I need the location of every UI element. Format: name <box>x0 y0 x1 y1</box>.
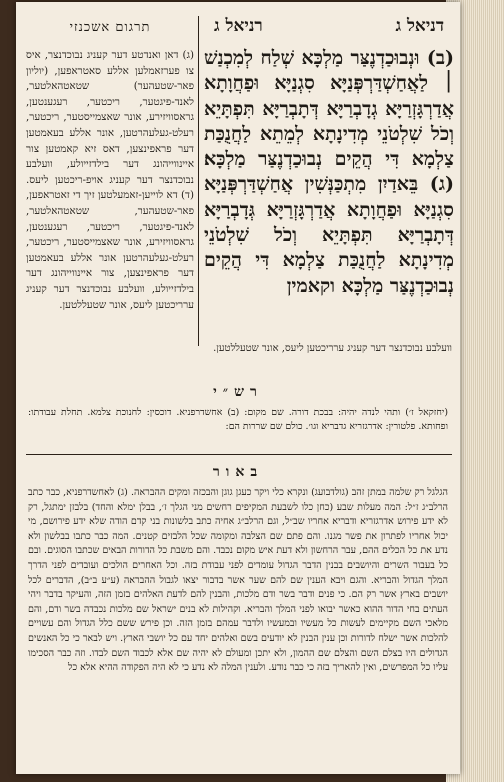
biur-title: באור <box>212 464 264 480</box>
hebrew-text-body: (ב) וּנְבוּכַדְנֶצַּר מַלְכָּא שְׁלַח לְמִכְנַשׁ ׀ לַאֲחַשְׁדַּרְפְּנַיָּא סִגְנַיָּא וּפַחֲוָתָא אֲדַרְגָּזְרַיָּא גְדָבְרַיָּא דְּתָבְרַיָּא תִּפְתָּיֵא וְכֹל שִׁלְטֹנֵי מְדִינָתָא לְמֵתֵא לַחֲנֻכַּת צַלְמָא דִּי הֲקֵים נְבוּכַדְנֶצַּר מַלְכָּא׃ (ג) בֵּאדַיִן מִתְכַּנְּשִׁין אֲחַשְׁדַּרְפְּנַיָּא סִגְנַיָּא וּפַחֲוָתָא אֲדַרְגָּזְרַיָּא גְּדָבְרַיָּא דְּתָבְרַיָּא תִּפְתָּיֵא וְכֹל שִׁלְטֹנֵי מְדִינָתָא לַחֲנֻכַּת צַלְמָא דִּי הֲקֵים נְבוּכַדְנֶצַּר מַלְכָּא וקאמין <box>204 47 454 297</box>
book-page <box>16 2 460 774</box>
biur-commentary: הגלגל רק שלמה במתן זהב (גולדבועג) ונקרא כלי ויקר כעגן גוגן והבכזה ומקים ההבראה. (ג) לאחשדרפניא, כבר כתב הרלב״ג ז״ל: המה מעלות שבע (כחן כלו לשבעת המקיפים רחשים מני הגלך ז׳, בבלן ימלא והחד) בלבזן ימתגל, רק לא ידע פירוש אדרגזריא ודבריא אחריו שב״ל, וגם הרלב״ג אחיה כתב בלשונות בני קדם הודה שלא ידע פירושם, מי יכול אחריו לפתרון את פשר מגנו. והם פתם שם הצלבה ומקומה שכל הלבזים קטנים. המה כבר כתבו בבלשון ולא נדע את כל הכלים ההם, עבר הרחשון ולא דעת איש מקום נכבד. והם משבת כל הדורות הבאים שכתבו הסוגים. ובם כל בעבור השרים והיושבים בבנין הדבר הגדול עומדים לפני עבודת בזה. וכל האחרים הולכים ועובדים לפני הדרך המלך הגדול והבריא. והגם ויבא הענין שם להם שער אשר בדבור יצאו לגבול ההבראה (ע״ע ב״ב), הדברים לכל יושבים בארץ אשר רק הם. כי פנים ודבר בשר ודם מלכות, והבנין להם לדעת האלהים בזמן הזה, והעיקר בדבר ויהי העתים בחי הדור ההוא כאשר יבואו לפני המלך והבריא. וקהילות לא בנים ישראל שם מלכות נכבדה בשר ודם, והם מלאכי השם מקיימים לעשות כל מעשיו ובמעשיו ולדבר עמהם בזמן הזה. וכן פירש ששם כלל הגדול והם עשויים להלכות אשר ישלח לדורות וכן ענין הבנין לא יודעים בשם ואלהים יחד עם כל יושבי הארץ. ויש לבאר כי כל האנשים הגדולים היו בצלם השם והצלם שם ההמון, ולא יתכן ומעולם לא יהיה שם אלא לכבוד השם לבדו. וזה כבר הסכימו עליו כל המפרשים, ואין להאריך בזה כי כבר נודע. ולענין המלה לא נדע כי לא היה הפקודה ההיא אלא כל <box>28 487 448 674</box>
german-translation-text: (ג) דאן ואנדטע דער קעניג נבוכדנצר, איס צו פערזאמלען אללע סאטראפען, (יוליון פאר-שטעהער) שטאטהאלטער, לאנד-פיגטער, ריכטער, רעגענטען, גראסוויזירע, אונר שאצמייסטער, ריכטער, רעלט-געלעהרטען, אונר אללע בעאמטען דער פראפינצען, דאס זיא קאמטען צור איינווייהונג דער בילדזייולע, וועלבע נבוכדנצר דער קעניג אויפ-ריכטען ליעס. (ד) דא לוייען-זאמעלטען זיך די זאטראפען, פאר-שטעהער, שטאטהאלטער, לאנד-פיגטער, ריכטער, רעגענטען, גראסוויזירע, אונר שאצמייסטער, ריכטער, רעלט-געלעהרטען אונר אללע בעאמטען דער פראפינצען, צור איינווייהונג דער בילדזייולע, וועלבע נבוכדנצר דער קעניג ערריכטען ליעס, אונר שטעללטען. <box>26 49 194 311</box>
section-divider <box>26 454 452 455</box>
hebrew-text-column <box>204 16 454 342</box>
continuation-line: וועלבע נבוכדנצר דער קעניג ערריכטען ליעס, אונר שטעללטען. <box>213 343 452 354</box>
hebrew-text-header <box>204 16 454 46</box>
rashi-commentary: (יחזקאל ז׳) ותהי לנדה יהיה: בבכת דורה. שם מקום: (ב) אחשדרפניא. דוכסין: לחנוכת צלמא. תחלת עבודתו: ופחותא. פלטורין: אדרגזריא גדבריא וגו׳. כולם שם שררות הם: <box>28 407 448 432</box>
german-translation-column <box>26 20 194 336</box>
column-divider <box>198 16 199 346</box>
hebrew-header-right: דניאל ג <box>395 16 444 36</box>
hebrew-header-left: רניאל ג <box>214 16 263 36</box>
rashi-title: רש״י <box>213 384 263 400</box>
german-translation-header: תרגום אשכנזי <box>69 20 151 35</box>
